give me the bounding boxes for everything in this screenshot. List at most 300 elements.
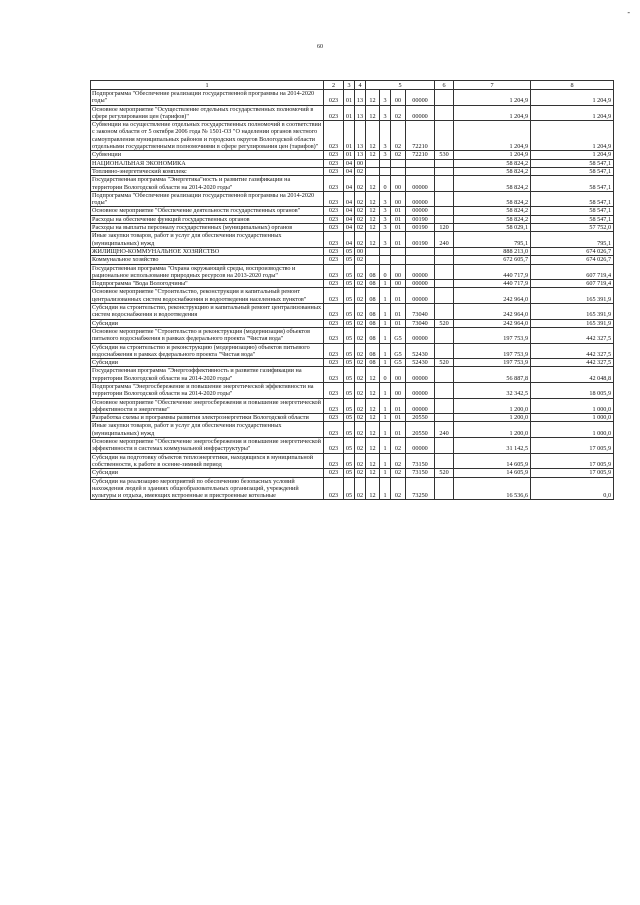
section-code-cell: 01 <box>344 105 355 121</box>
ministry-code-cell: 023 <box>324 224 344 232</box>
ministry-code-cell: 023 <box>324 215 344 223</box>
table-row <box>91 414 614 422</box>
section-code-cell: 04 <box>344 224 355 232</box>
program-code-cell: 08 <box>366 288 380 304</box>
amount-year2-cell: 1 000,0 <box>531 422 614 438</box>
direction-code-cell: 72210 <box>406 151 435 159</box>
subsection-code-cell: 02 <box>355 176 366 192</box>
ministry-code-cell: 023 <box>324 232 344 248</box>
amount-year2-cell: 674 026,7 <box>531 256 614 264</box>
section-code-cell: 05 <box>344 256 355 264</box>
page-number: 60 <box>317 44 323 50</box>
table-row <box>91 280 614 288</box>
ministry-code-cell: 023 <box>324 151 344 159</box>
row-name-cell: Основное мероприятие "Строительство, реконструкция и капитальный ремонт централизованных систем водоснабжения и водоотведения населенных пунктов" <box>91 288 324 304</box>
subsection-code-cell: 13 <box>355 105 366 121</box>
expense-type-cell: 520 <box>435 359 454 367</box>
ministry-code-cell: 023 <box>324 367 344 383</box>
activity-code-cell: G5 <box>391 327 406 343</box>
table-row <box>91 224 614 232</box>
program-code-cell <box>366 247 380 255</box>
amount-year2-cell: 0,0 <box>531 477 614 500</box>
amount-year1-cell: 58 824,2 <box>454 159 531 167</box>
ministry-code-cell: 023 <box>324 256 344 264</box>
row-name-cell: Основное мероприятие "Обеспечение деятельности государственных органов" <box>91 207 324 215</box>
subsection-code-cell: 02 <box>355 414 366 422</box>
subprogram-code-cell: 1 <box>380 280 391 288</box>
header-cell: 7 <box>454 81 531 90</box>
direction-code-cell: 52430 <box>406 343 435 359</box>
ministry-code-cell: 023 <box>324 453 344 469</box>
amount-year2-cell: 1 204,9 <box>531 151 614 159</box>
program-code-cell: 12 <box>366 224 380 232</box>
direction-code-cell: 00000 <box>406 288 435 304</box>
amount-year1-cell: 197 753,9 <box>454 359 531 367</box>
table-body <box>91 90 614 500</box>
table-header-row <box>91 81 614 90</box>
amount-year2-cell: 58 547,1 <box>531 167 614 175</box>
expense-type-cell <box>435 438 454 454</box>
activity-code-cell: 02 <box>391 105 406 121</box>
amount-year1-cell: 58 824,2 <box>454 215 531 223</box>
ministry-code-cell: 023 <box>324 264 344 280</box>
row-name-cell: Топливно-энергетический комплекс <box>91 167 324 175</box>
row-name-cell: Государственная программа "Энергоэффективность и развитие газификации на территории Вологодской области на 2014-2020 годы" <box>91 367 324 383</box>
subsection-code-cell: 02 <box>355 280 366 288</box>
row-name-cell: Разработка схемы и программы развития электроэнергетики Вологодской области <box>91 414 324 422</box>
subprogram-code-cell: 3 <box>380 232 391 248</box>
expense-type-cell: 240 <box>435 422 454 438</box>
amount-year2-cell: 57 752,0 <box>531 224 614 232</box>
section-code-cell: 04 <box>344 176 355 192</box>
subprogram-code-cell: 0 <box>380 176 391 192</box>
subsection-code-cell: 02 <box>355 256 366 264</box>
amount-year2-cell: 1 204,9 <box>531 105 614 121</box>
table-row <box>91 247 614 255</box>
program-code-cell: 12 <box>366 382 380 398</box>
section-code-cell: 05 <box>344 453 355 469</box>
ministry-code-cell: 023 <box>324 422 344 438</box>
amount-year2-cell: 442 327,5 <box>531 359 614 367</box>
program-code-cell: 12 <box>366 414 380 422</box>
row-name-cell: Подпрограмма "Обеспечение реализации государственной программы на 2014-2020 годы" <box>91 191 324 207</box>
subsection-code-cell: 02 <box>355 453 366 469</box>
activity-code-cell: G5 <box>391 359 406 367</box>
subsection-code-cell: 00 <box>355 159 366 167</box>
ministry-code-cell: 023 <box>324 105 344 121</box>
activity-code-cell: 02 <box>391 151 406 159</box>
expense-type-cell: 520 <box>435 469 454 477</box>
table-row <box>91 453 614 469</box>
expense-type-cell <box>435 247 454 255</box>
section-code-cell: 01 <box>344 121 355 151</box>
table-row <box>91 469 614 477</box>
table-row <box>91 264 614 280</box>
activity-code-cell: 00 <box>391 191 406 207</box>
direction-code-cell: 00000 <box>406 280 435 288</box>
amount-year2-cell: 17 005,9 <box>531 438 614 454</box>
row-name-cell: Подпрограмма "Вода Вологодчины" <box>91 280 324 288</box>
table-row <box>91 105 614 121</box>
table-row <box>91 327 614 343</box>
expense-type-cell <box>435 90 454 106</box>
ministry-code-cell: 023 <box>324 398 344 414</box>
ministry-code-cell: 023 <box>324 121 344 151</box>
header-cell: 4 <box>355 81 366 90</box>
amount-year2-cell: 442 327,5 <box>531 343 614 359</box>
activity-code-cell <box>391 167 406 175</box>
amount-year2-cell: 58 547,1 <box>531 207 614 215</box>
amount-year1-cell: 197 753,9 <box>454 327 531 343</box>
amount-year1-cell: 14 605,9 <box>454 469 531 477</box>
amount-year1-cell: 1 204,9 <box>454 151 531 159</box>
table-row <box>91 422 614 438</box>
activity-code-cell: 00 <box>391 176 406 192</box>
section-code-cell: 05 <box>344 382 355 398</box>
subprogram-code-cell: 0 <box>380 367 391 383</box>
expense-type-cell <box>435 159 454 167</box>
row-name-cell: Иные закупки товаров, работ и услуг для обеспечения государственных (муниципальных) нужд <box>91 232 324 248</box>
table-row <box>91 207 614 215</box>
activity-code-cell: 01 <box>391 288 406 304</box>
subprogram-code-cell: 3 <box>380 215 391 223</box>
table-row <box>91 438 614 454</box>
subprogram-code-cell: 1 <box>380 398 391 414</box>
subsection-code-cell: 02 <box>355 359 366 367</box>
budget-table <box>90 80 614 500</box>
table-row <box>91 167 614 175</box>
program-code-cell: 12 <box>366 367 380 383</box>
subprogram-code-cell: 1 <box>380 414 391 422</box>
program-code-cell: 12 <box>366 477 380 500</box>
amount-year1-cell: 14 605,9 <box>454 453 531 469</box>
amount-year1-cell: 56 887,8 <box>454 367 531 383</box>
expense-type-cell <box>435 256 454 264</box>
amount-year2-cell: 795,1 <box>531 232 614 248</box>
expense-type-cell <box>435 327 454 343</box>
direction-code-cell: 00000 <box>406 105 435 121</box>
subprogram-code-cell: 1 <box>380 359 391 367</box>
table-row <box>91 176 614 192</box>
activity-code-cell: 00 <box>391 280 406 288</box>
amount-year1-cell: 1 200,0 <box>454 422 531 438</box>
program-code-cell: 12 <box>366 469 380 477</box>
subsection-code-cell: 13 <box>355 151 366 159</box>
section-code-cell: 05 <box>344 469 355 477</box>
expense-type-cell <box>435 176 454 192</box>
program-code-cell: 12 <box>366 453 380 469</box>
activity-code-cell: 01 <box>391 224 406 232</box>
section-code-cell: 05 <box>344 264 355 280</box>
row-name-cell: Субсидии на реализацию мероприятий по обеспечению безопасных условий нахождения людей в зданиях общеобразовательных организаций, учреждений культуры и отдыха, имеющих встроенные и пристроенные котельные <box>91 477 324 500</box>
amount-year1-cell: 1 204,9 <box>454 90 531 106</box>
section-code-cell: 05 <box>344 247 355 255</box>
amount-year1-cell: 16 536,6 <box>454 477 531 500</box>
expense-type-cell: 120 <box>435 224 454 232</box>
expense-type-cell <box>435 280 454 288</box>
ministry-code-cell: 023 <box>324 469 344 477</box>
amount-year2-cell: 165 391,9 <box>531 304 614 320</box>
program-code-cell: 12 <box>366 151 380 159</box>
subprogram-code-cell: 1 <box>380 319 391 327</box>
activity-code-cell: 01 <box>391 304 406 320</box>
direction-code-cell: 00000 <box>406 398 435 414</box>
table-row <box>91 159 614 167</box>
activity-code-cell <box>391 256 406 264</box>
row-name-cell: Субвенции <box>91 151 324 159</box>
subprogram-code-cell: 3 <box>380 90 391 106</box>
direction-code-cell: 73040 <box>406 304 435 320</box>
row-name-cell: Подпрограмма "Обеспечение реализации государственной программы на 2014-2020 годы" <box>91 90 324 106</box>
expense-type-cell <box>435 398 454 414</box>
direction-code-cell: 72210 <box>406 121 435 151</box>
program-code-cell: 08 <box>366 319 380 327</box>
header-cell: 3 <box>344 81 355 90</box>
subprogram-code-cell <box>380 247 391 255</box>
program-code-cell: 12 <box>366 207 380 215</box>
subprogram-code-cell: 1 <box>380 343 391 359</box>
row-name-cell: Субсидии на подготовку объектов теплоэнергетики, находящихся в муниципальной собственности, к работе в осенне-зимний период <box>91 453 324 469</box>
activity-code-cell: 00 <box>391 382 406 398</box>
row-name-cell: Коммунальное хозяйство <box>91 256 324 264</box>
subsection-code-cell: 02 <box>355 224 366 232</box>
table-row <box>91 382 614 398</box>
ministry-code-cell: 023 <box>324 359 344 367</box>
section-code-cell: 05 <box>344 327 355 343</box>
row-name-cell: Подпрограмма "Энергосбережение и повышение энергетической эффективности на территории Вологодской области на 2014-2020 годы" <box>91 382 324 398</box>
section-code-cell: 05 <box>344 477 355 500</box>
amount-year2-cell: 17 005,9 <box>531 469 614 477</box>
activity-code-cell: 02 <box>391 121 406 151</box>
amount-year2-cell: 58 547,1 <box>531 215 614 223</box>
subprogram-code-cell: 3 <box>380 224 391 232</box>
direction-code-cell: 73150 <box>406 469 435 477</box>
activity-code-cell: 01 <box>391 414 406 422</box>
section-code-cell: 05 <box>344 359 355 367</box>
table-row <box>91 191 614 207</box>
row-name-cell: Субсидии <box>91 359 324 367</box>
amount-year1-cell: 31 142,5 <box>454 438 531 454</box>
amount-year2-cell: 165 391,9 <box>531 288 614 304</box>
direction-code-cell: 73150 <box>406 453 435 469</box>
row-name-cell: ЖИЛИЩНО-КОММУНАЛЬНОЕ ХОЗЯЙСТВО <box>91 247 324 255</box>
activity-code-cell: 01 <box>391 319 406 327</box>
section-code-cell: 05 <box>344 367 355 383</box>
row-name-cell: Основное мероприятие "Осуществление отдельных государственных полномочий в сфере регулирования цен (тарифов)" <box>91 105 324 121</box>
program-code-cell: 12 <box>366 90 380 106</box>
program-code-cell: 08 <box>366 359 380 367</box>
program-code-cell <box>366 159 380 167</box>
amount-year1-cell: 197 753,9 <box>454 343 531 359</box>
subprogram-code-cell: 1 <box>380 304 391 320</box>
direction-code-cell: 20550 <box>406 422 435 438</box>
direction-code-cell: 00190 <box>406 215 435 223</box>
activity-code-cell: 00 <box>391 264 406 280</box>
subsection-code-cell: 02 <box>355 327 366 343</box>
table-row <box>91 398 614 414</box>
amount-year2-cell: 607 719,4 <box>531 264 614 280</box>
direction-code-cell: 00000 <box>406 382 435 398</box>
row-name-cell: Субсидии <box>91 469 324 477</box>
subsection-code-cell: 02 <box>355 438 366 454</box>
program-code-cell: 12 <box>366 438 380 454</box>
ministry-code-cell: 023 <box>324 288 344 304</box>
direction-code-cell: 00000 <box>406 207 435 215</box>
program-code-cell: 08 <box>366 280 380 288</box>
amount-year1-cell: 440 717,9 <box>454 264 531 280</box>
table-row <box>91 477 614 500</box>
row-name-cell: Субсидии на строительство и реконструкцию (модернизацию) объектов питьевого водоснабжения в рамках федерального проекта "Чистая вода" <box>91 343 324 359</box>
subsection-code-cell: 02 <box>355 469 366 477</box>
row-name-cell: НАЦИОНАЛЬНАЯ ЭКОНОМИКА <box>91 159 324 167</box>
table-row <box>91 343 614 359</box>
expense-type-cell <box>435 264 454 280</box>
amount-year2-cell: 58 547,1 <box>531 191 614 207</box>
section-code-cell: 05 <box>344 288 355 304</box>
amount-year2-cell: 1 204,9 <box>531 90 614 106</box>
activity-code-cell <box>391 247 406 255</box>
section-code-cell: 04 <box>344 159 355 167</box>
amount-year1-cell: 1 200,0 <box>454 398 531 414</box>
program-code-cell <box>366 256 380 264</box>
subsection-code-cell: 02 <box>355 343 366 359</box>
direction-code-cell: 00000 <box>406 327 435 343</box>
ministry-code-cell: 023 <box>324 247 344 255</box>
direction-code-cell <box>406 256 435 264</box>
subsection-code-cell: 02 <box>355 398 366 414</box>
header-cell: 6 <box>435 81 454 90</box>
direction-code-cell: 00000 <box>406 191 435 207</box>
section-code-cell: 04 <box>344 167 355 175</box>
subprogram-code-cell: 3 <box>380 151 391 159</box>
ministry-code-cell: 023 <box>324 414 344 422</box>
amount-year1-cell: 888 213,0 <box>454 247 531 255</box>
section-code-cell: 05 <box>344 319 355 327</box>
ministry-code-cell: 023 <box>324 319 344 327</box>
expense-type-cell <box>435 304 454 320</box>
amount-year1-cell: 58 824,2 <box>454 207 531 215</box>
expense-type-cell <box>435 367 454 383</box>
program-code-cell: 12 <box>366 121 380 151</box>
direction-code-cell: 73250 <box>406 477 435 500</box>
ministry-code-cell: 023 <box>324 280 344 288</box>
amount-year1-cell: 242 964,0 <box>454 319 531 327</box>
subsection-code-cell: 02 <box>355 264 366 280</box>
expense-type-cell <box>435 215 454 223</box>
subsection-code-cell: 02 <box>355 477 366 500</box>
table-row <box>91 319 614 327</box>
direction-code-cell: 00000 <box>406 176 435 192</box>
amount-year1-cell: 58 029,1 <box>454 224 531 232</box>
expense-type-cell <box>435 105 454 121</box>
direction-code-cell: 00190 <box>406 232 435 248</box>
section-code-cell: 05 <box>344 398 355 414</box>
direction-code-cell: 52430 <box>406 359 435 367</box>
section-code-cell: 05 <box>344 343 355 359</box>
program-code-cell: 12 <box>366 215 380 223</box>
amount-year2-cell: 165 391,9 <box>531 319 614 327</box>
subsection-code-cell: 02 <box>355 367 366 383</box>
direction-code-cell <box>406 167 435 175</box>
section-code-cell: 04 <box>344 191 355 207</box>
amount-year1-cell: 242 964,0 <box>454 288 531 304</box>
section-code-cell: 05 <box>344 280 355 288</box>
subprogram-code-cell: 1 <box>380 453 391 469</box>
subsection-code-cell: 02 <box>355 304 366 320</box>
amount-year1-cell: 58 824,2 <box>454 167 531 175</box>
section-code-cell: 01 <box>344 90 355 106</box>
ministry-code-cell: 023 <box>324 477 344 500</box>
direction-code-cell: 00000 <box>406 264 435 280</box>
amount-year1-cell: 58 824,2 <box>454 176 531 192</box>
expense-type-cell <box>435 167 454 175</box>
section-code-cell: 05 <box>344 414 355 422</box>
activity-code-cell: 00 <box>391 367 406 383</box>
subprogram-code-cell: 1 <box>380 288 391 304</box>
subsection-code-cell: 13 <box>355 121 366 151</box>
subprogram-code-cell: 3 <box>380 105 391 121</box>
amount-year1-cell: 58 824,2 <box>454 191 531 207</box>
table-row <box>91 215 614 223</box>
program-code-cell: 12 <box>366 191 380 207</box>
expense-type-cell: 530 <box>435 151 454 159</box>
subprogram-code-cell <box>380 256 391 264</box>
program-code-cell: 12 <box>366 422 380 438</box>
row-name-cell: Основное мероприятие "Строительство и реконструкция (модернизация) объектов питьевого водоснабжения в рамках федерального проекта "Чистая вода" <box>91 327 324 343</box>
subsection-code-cell: 02 <box>355 167 366 175</box>
section-code-cell: 04 <box>344 207 355 215</box>
program-code-cell: 08 <box>366 264 380 280</box>
ministry-code-cell: 023 <box>324 382 344 398</box>
subprogram-code-cell: 1 <box>380 422 391 438</box>
subprogram-code-cell: 1 <box>380 469 391 477</box>
program-code-cell: 08 <box>366 327 380 343</box>
ministry-code-cell: 023 <box>324 176 344 192</box>
row-name-cell: Государственная программа "Охрана окружающей среды, воспроизводство и рациональное использование природных ресурсов на 2013-2020 годы" <box>91 264 324 280</box>
section-code-cell: 05 <box>344 422 355 438</box>
direction-code-cell: 00190 <box>406 224 435 232</box>
subprogram-code-cell: 3 <box>380 207 391 215</box>
table-row <box>91 121 614 151</box>
row-name-cell: Расходы на обеспечение функций государственных органов <box>91 215 324 223</box>
expense-type-cell <box>435 191 454 207</box>
subsection-code-cell: 02 <box>355 191 366 207</box>
row-name-cell: Субвенции на осуществление отдельных государственных полномочий в соответствии с законом области от 5 октября 2006 года № 1501-ОЗ "О наделении органов местного самоуправления муниципальных районов и городских округов Вологодской области отдельными государственными полномочиями в сфере регулирования цен (тарифов)" <box>91 121 324 151</box>
subsection-code-cell: 02 <box>355 422 366 438</box>
amount-year2-cell: 607 719,4 <box>531 280 614 288</box>
expense-type-cell: 520 <box>435 319 454 327</box>
subsection-code-cell: 02 <box>355 288 366 304</box>
header-cell: 5 <box>366 81 435 90</box>
subsection-code-cell: 13 <box>355 90 366 106</box>
subprogram-code-cell: 1 <box>380 327 391 343</box>
subsection-code-cell: 02 <box>355 319 366 327</box>
corner-mark: - <box>627 8 630 17</box>
table-row <box>91 367 614 383</box>
subprogram-code-cell: 1 <box>380 382 391 398</box>
program-code-cell: 08 <box>366 304 380 320</box>
direction-code-cell <box>406 159 435 167</box>
subsection-code-cell: 02 <box>355 215 366 223</box>
expense-type-cell <box>435 121 454 151</box>
ministry-code-cell: 023 <box>324 167 344 175</box>
subprogram-code-cell <box>380 167 391 175</box>
header-cell: 2 <box>324 81 344 90</box>
amount-year1-cell: 1 204,9 <box>454 105 531 121</box>
activity-code-cell: 02 <box>391 453 406 469</box>
row-name-cell: Расходы на выплаты персоналу государственных (муниципальных) органов <box>91 224 324 232</box>
row-name-cell: Иные закупки товаров, работ и услуг для обеспечения государственных (муниципальных) нужд <box>91 422 324 438</box>
